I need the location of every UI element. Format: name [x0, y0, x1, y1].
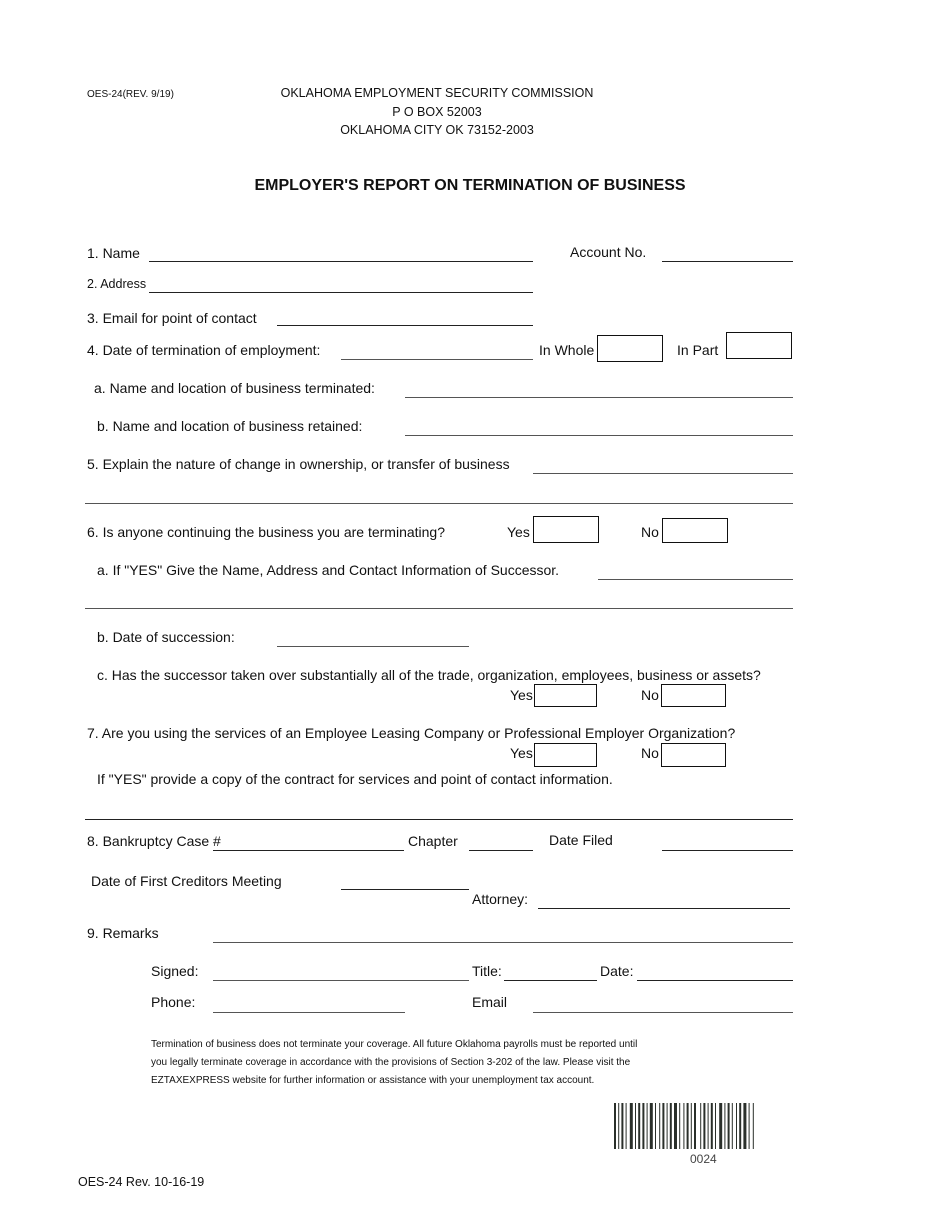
phone-field[interactable]: [213, 1012, 405, 1013]
date-label: Date:: [600, 963, 634, 979]
q6-yes-checkbox[interactable]: [533, 516, 599, 543]
q5-label: 5. Explain the nature of change in ownership, or transfer of business: [87, 456, 510, 472]
phone-label: Phone:: [151, 994, 196, 1010]
remarks-field[interactable]: [213, 942, 793, 943]
title-label: Title:: [472, 963, 502, 979]
email-field[interactable]: [277, 325, 533, 326]
signature-field[interactable]: [213, 980, 469, 981]
business-retained-field[interactable]: [405, 435, 793, 436]
section-divider: [85, 819, 793, 820]
email-label: 3. Email for point of contact: [87, 310, 257, 326]
email2-field[interactable]: [533, 1012, 793, 1013]
q6-no-label: No: [641, 524, 659, 540]
agency-po-box: P O BOX 52003: [392, 105, 482, 119]
q7-yes-label: Yes: [510, 745, 533, 761]
agency-city: OKLAHOMA CITY OK 73152-2003: [340, 123, 534, 137]
remarks-label: 9. Remarks: [87, 925, 159, 941]
q6b-label: b. Date of succession:: [97, 629, 235, 645]
q6c-yes-checkbox[interactable]: [534, 684, 597, 707]
bankruptcy-case-field[interactable]: [213, 850, 404, 851]
q6a-label: a. If "YES" Give the Name, Address and Contact Information of Successor.: [97, 562, 560, 578]
coverage-notice: [151, 1036, 691, 1090]
date-filed-label: Date Filed: [549, 832, 613, 848]
bankruptcy-label: 8. Bankruptcy Case #: [87, 833, 221, 849]
successor-info-field-2[interactable]: [85, 608, 793, 609]
q7-note: If "YES" provide a copy of the contract for services and point of contact information.: [97, 771, 613, 787]
barcode-number: 0024: [690, 1152, 717, 1166]
ownership-change-field-2[interactable]: [85, 503, 793, 504]
attorney-label: Attorney:: [472, 891, 529, 907]
succession-date-field[interactable]: [277, 646, 469, 647]
page-title: EMPLOYER'S REPORT ON TERMINATION OF BUSINESS: [254, 177, 686, 194]
date-field[interactable]: [637, 980, 793, 981]
business-terminated-field[interactable]: [405, 397, 793, 398]
q6-no-checkbox[interactable]: [662, 518, 728, 543]
q6-label: 6. Is anyone continuing the business you are terminating?: [87, 524, 446, 540]
q6c-yes-label: Yes: [510, 687, 533, 703]
address-field[interactable]: [149, 292, 533, 293]
form-code: OES-24(REV. 9/19): [87, 89, 174, 100]
notice-line-1: Termination of business does not terminate your coverage. All future Oklahoma payrolls must be reported until: [151, 1039, 638, 1050]
notice-line-3: EZTAXEXPRESS website for further information or assistance with your unemployment tax account.: [151, 1075, 595, 1086]
attorney-field[interactable]: [538, 908, 790, 909]
q6c-no-label: No: [641, 687, 659, 703]
termination-date-label: 4. Date of termination of employment:: [87, 342, 321, 358]
q7-no-checkbox[interactable]: [661, 743, 726, 767]
in-whole-label: In Whole: [539, 342, 595, 358]
chapter-field[interactable]: [469, 850, 533, 851]
chapter-label: Chapter: [408, 833, 458, 849]
signed-label: Signed:: [151, 963, 199, 979]
q6c-no-checkbox[interactable]: [661, 684, 726, 707]
q7-label: 7. Are you using the services of an Employee Leasing Company or Professional Employer Organization?: [87, 725, 736, 741]
q4a-label: a. Name and location of business terminated:: [94, 380, 375, 396]
in-whole-checkbox[interactable]: [597, 335, 663, 362]
in-part-label: In Part: [677, 342, 719, 358]
address-label: 2. Address: [87, 277, 147, 291]
successor-info-field[interactable]: [598, 579, 793, 580]
name-field[interactable]: [149, 261, 533, 262]
q6c-label: c. Has the successor taken over substantially all of the trade, organization, employees, business or assets?: [97, 667, 761, 683]
date-filed-field[interactable]: [662, 850, 793, 851]
account-field[interactable]: [662, 261, 793, 262]
email2-label: Email: [472, 994, 508, 1010]
creditors-meeting-field[interactable]: [341, 889, 469, 890]
q7-no-label: No: [641, 745, 659, 761]
notice-line-2: you legally terminate coverage in accordance with the provisions of Section 3-202 of the law. Please visit the: [151, 1057, 631, 1068]
creditors-meeting-label: Date of First Creditors Meeting: [91, 873, 282, 889]
q7-yes-checkbox[interactable]: [534, 743, 597, 767]
agency-name: OKLAHOMA EMPLOYMENT SECURITY COMMISSION: [280, 86, 594, 100]
termination-date-field[interactable]: [341, 359, 533, 360]
ownership-change-field[interactable]: [533, 473, 793, 474]
in-part-checkbox[interactable]: [726, 332, 792, 359]
q4b-label: b. Name and location of business retained:: [97, 418, 363, 434]
title-field[interactable]: [504, 980, 597, 981]
account-label: Account No.: [570, 244, 647, 260]
form-revision: OES-24 Rev. 10-16-19: [78, 1175, 205, 1189]
barcode-image: [614, 1103, 802, 1149]
q6-yes-label: Yes: [507, 524, 530, 540]
name-label: 1. Name: [87, 245, 140, 261]
